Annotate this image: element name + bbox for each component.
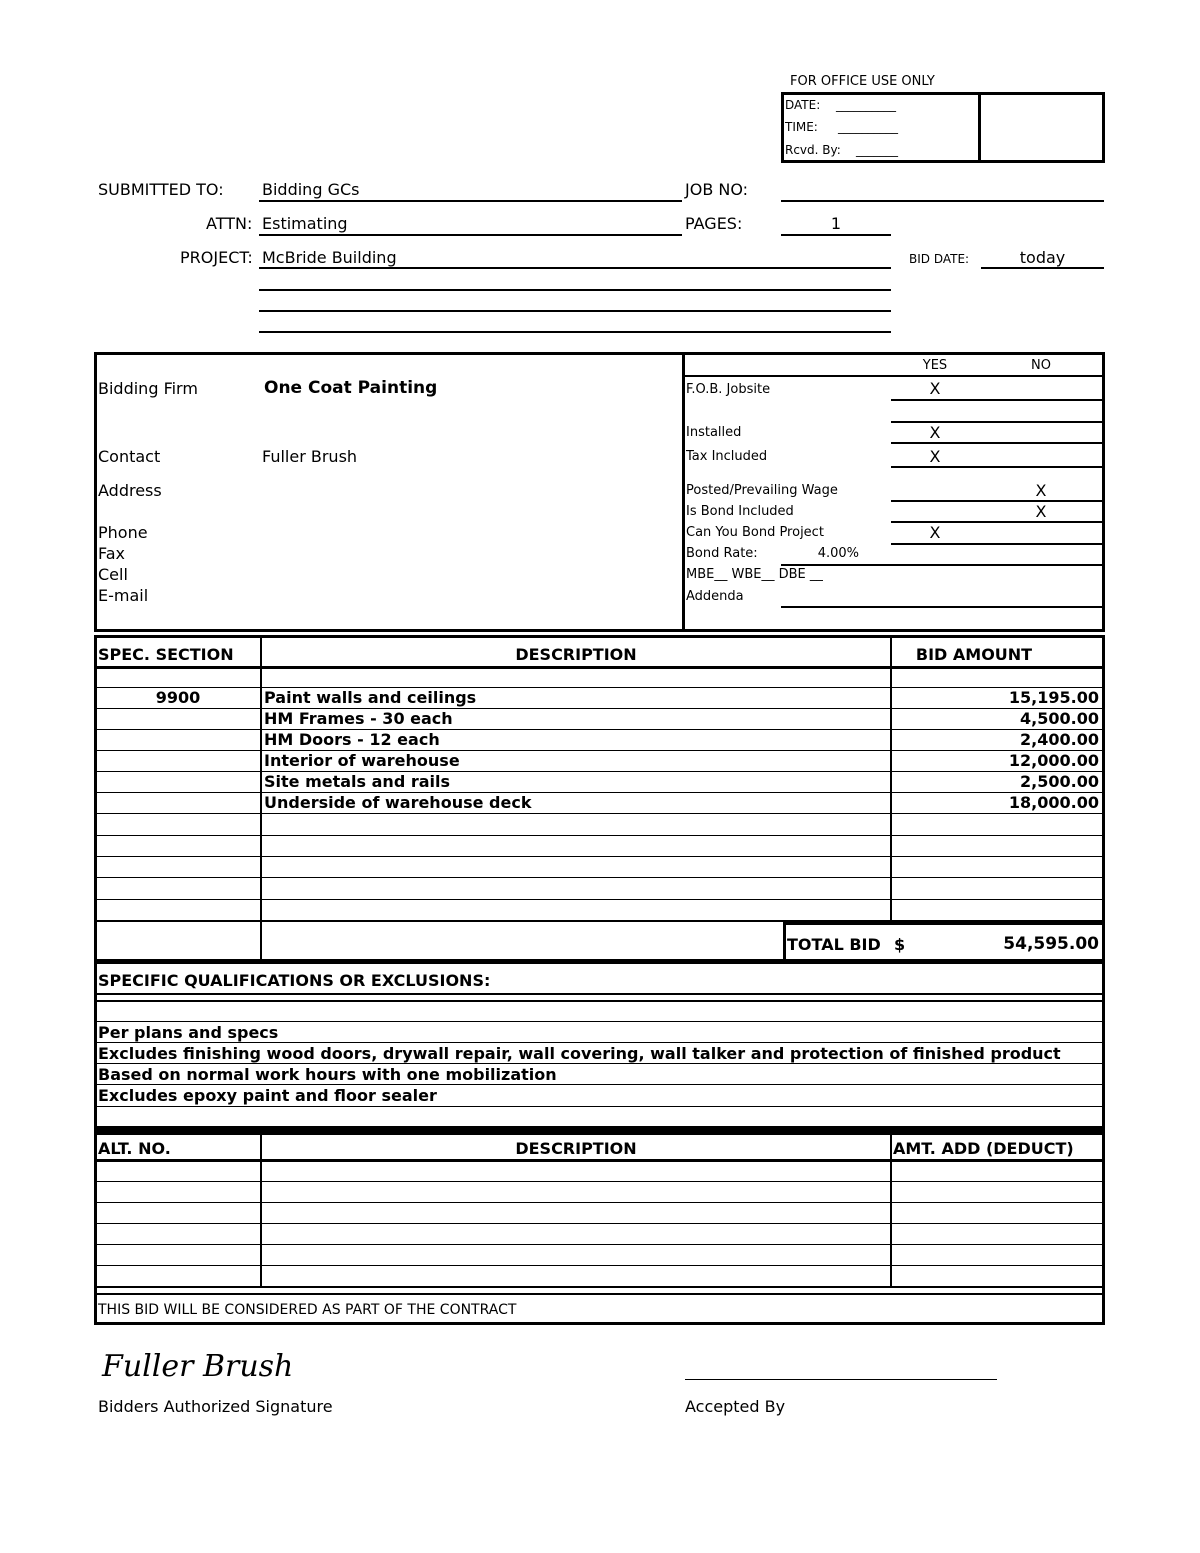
table-row (96, 730, 1103, 751)
pages-field[interactable]: 1 (830, 214, 842, 233)
pages-label: PAGES: (685, 214, 743, 233)
table-row (96, 793, 1103, 814)
job-no-underline (781, 200, 1104, 202)
table-row (96, 709, 1103, 730)
phone-label: Phone (98, 523, 148, 542)
can-bond-label: Can You Bond Project (686, 525, 824, 540)
bid-rows (96, 688, 1103, 814)
project-line-4 (259, 331, 891, 333)
blank-line (891, 421, 1103, 423)
signature-label: Bidders Authorized Signature (98, 1397, 333, 1416)
cell-label: Cell (98, 565, 128, 584)
qual-line (96, 1106, 1103, 1107)
address-label: Address (98, 481, 162, 500)
alt-row-line (96, 1244, 1103, 1245)
alt-row-line (96, 1265, 1103, 1266)
submitted-to-field[interactable]: Bidding GCs (262, 180, 360, 199)
bond-rate-line (781, 564, 1103, 566)
row-line (96, 899, 1103, 900)
col-alt-amount: AMT. ADD (DEDUCT) (893, 1139, 1074, 1158)
accepted-by-label: Accepted By (685, 1397, 786, 1416)
qual-line (96, 993, 1103, 995)
total-bid-value: 54,595.00 (1003, 934, 1099, 954)
addenda-line (781, 606, 1103, 608)
project-field[interactable]: McBride Building (262, 248, 397, 267)
installed-yes-mark[interactable]: X (929, 423, 941, 442)
row-line (96, 877, 1103, 878)
qualifications-title: SPECIFIC QUALIFICATIONS OR EXCLUSIONS: (98, 971, 491, 990)
bidding-firm-value[interactable]: One Coat Painting (264, 378, 438, 398)
bid-date-field[interactable]: today (1019, 248, 1066, 267)
col-spec-section: SPEC. SECTION (98, 645, 234, 664)
bidder-signature[interactable]: Fuller Brush (102, 1349, 294, 1384)
amount-cell: 2,400.00 (1020, 730, 1099, 749)
project-underline (259, 267, 891, 269)
bond-included-no-mark[interactable]: X (1035, 502, 1047, 521)
tax-yes-mark[interactable]: X (929, 447, 941, 466)
qualification-item: Based on normal work hours with one mobilization (98, 1065, 557, 1084)
wage-label: Posted/Prevailing Wage (686, 483, 838, 498)
bid-date-label: BID DATE: (909, 252, 970, 266)
bond-included-line (891, 521, 1103, 523)
accepted-by-signature-line[interactable] (685, 1379, 997, 1380)
alt-row-line (96, 1202, 1103, 1203)
amount-cell: 2,500.00 (1020, 772, 1099, 791)
alt-header-line (96, 1159, 1103, 1162)
col-description: DESCRIPTION (515, 645, 637, 664)
can-bond-line (891, 543, 1103, 545)
job-no-label: JOB NO: (685, 180, 749, 199)
qualification-item: Per plans and specs (98, 1023, 279, 1042)
qual-line (96, 1063, 1103, 1064)
col-alt-no: ALT. NO. (98, 1139, 171, 1158)
office-rcvd-label: Rcvd. By: (785, 143, 841, 157)
alt-row-line (96, 1181, 1103, 1182)
spec-cell: 9900 (155, 688, 201, 707)
row-line (96, 835, 1103, 836)
office-stamp-box (978, 92, 1105, 163)
firm-terms-divider (682, 352, 685, 632)
alternates-table (94, 1135, 1105, 1325)
bond-rate-value[interactable]: 4.00% (817, 546, 859, 561)
contact-value[interactable]: Fuller Brush (262, 447, 358, 466)
bond-rate-label: Bond Rate: (686, 546, 758, 561)
no-header: NO (1031, 358, 1051, 373)
description-cell: HM Frames - 30 each (264, 709, 453, 728)
amount-cell: 15,195.00 (1008, 688, 1099, 707)
mbe-wbe-dbe-label: MBE__ WBE__ DBE __ (686, 567, 823, 582)
office-time-label: TIME: (785, 120, 818, 134)
installed-label: Installed (686, 425, 742, 440)
installed-line (891, 442, 1103, 444)
contract-note: THIS BID WILL BE CONSIDERED AS PART OF THE CONTRACT (98, 1302, 517, 1318)
bond-included-label: Is Bond Included (686, 504, 794, 519)
can-bond-yes-mark[interactable]: X (929, 523, 941, 542)
bid-header-line (96, 666, 1103, 669)
submitted-to-underline (259, 200, 682, 202)
description-cell: Underside of warehouse deck (264, 793, 532, 812)
amount-cell: 18,000.00 (1008, 793, 1099, 812)
description-cell: Paint walls and ceilings (264, 688, 477, 707)
fob-label: F.O.B. Jobsite (686, 382, 771, 397)
fax-label: Fax (98, 544, 126, 563)
wage-line (891, 500, 1103, 502)
office-rcvd-value[interactable]: _______ (856, 143, 898, 157)
table-row (96, 688, 1103, 709)
col-alt-description: DESCRIPTION (515, 1139, 637, 1158)
fob-yes-mark[interactable]: X (929, 379, 941, 398)
tax-label: Tax Included (686, 449, 768, 464)
attn-field[interactable]: Estimating (262, 214, 348, 233)
qualifications-bottom-bar (94, 1126, 1105, 1135)
description-cell: Interior of warehouse (264, 751, 460, 770)
table-row (96, 751, 1103, 772)
tax-line (891, 466, 1103, 468)
office-time-value[interactable]: __________ (838, 120, 898, 134)
attn-underline (259, 234, 682, 236)
wage-no-mark[interactable]: X (1035, 481, 1047, 500)
alt-row-line (96, 1293, 1103, 1295)
contact-label: Contact (98, 447, 161, 466)
fob-line (891, 399, 1103, 401)
total-bid-label: TOTAL BID (787, 935, 881, 954)
qual-line (96, 1021, 1103, 1022)
project-line-3 (259, 310, 891, 312)
total-currency: $ (894, 935, 906, 954)
row-line (96, 856, 1103, 857)
office-date-label: DATE: (785, 98, 821, 112)
amount-cell: 4,500.00 (1020, 709, 1099, 728)
email-label: E-mail (98, 586, 149, 605)
project-line-2 (259, 289, 891, 291)
addenda-label: Addenda (686, 589, 744, 604)
submitted-to-label: SUBMITTED TO: (98, 180, 224, 199)
description-cell: Site metals and rails (264, 772, 451, 791)
qual-line (96, 1084, 1103, 1085)
qualification-item: Excludes finishing wood doors, drywall repair, wall covering, wall talker and protection of finished product (98, 1044, 1061, 1063)
project-label: PROJECT: (180, 248, 253, 267)
alt-row-line (96, 1286, 1103, 1288)
office-use-title: FOR OFFICE USE ONLY (790, 74, 935, 89)
qual-line (96, 1000, 1103, 1002)
description-cell: HM Doors - 12 each (264, 730, 440, 749)
col-bid-amount: BID AMOUNT (915, 645, 1033, 664)
pages-underline (781, 234, 891, 236)
qual-line (96, 1042, 1103, 1043)
qualification-item: Excludes epoxy paint and floor sealer (98, 1086, 437, 1105)
amount-cell: 12,000.00 (1008, 751, 1099, 770)
office-date-value[interactable]: __________ (836, 98, 896, 112)
terms-header-line (683, 375, 1103, 377)
yes-header: YES (922, 358, 948, 373)
bid-date-underline (981, 267, 1104, 269)
attn-label: ATTN: (206, 214, 253, 233)
table-row (96, 772, 1103, 793)
alt-row-line (96, 1223, 1103, 1224)
bidding-firm-label: Bidding Firm (98, 379, 198, 398)
